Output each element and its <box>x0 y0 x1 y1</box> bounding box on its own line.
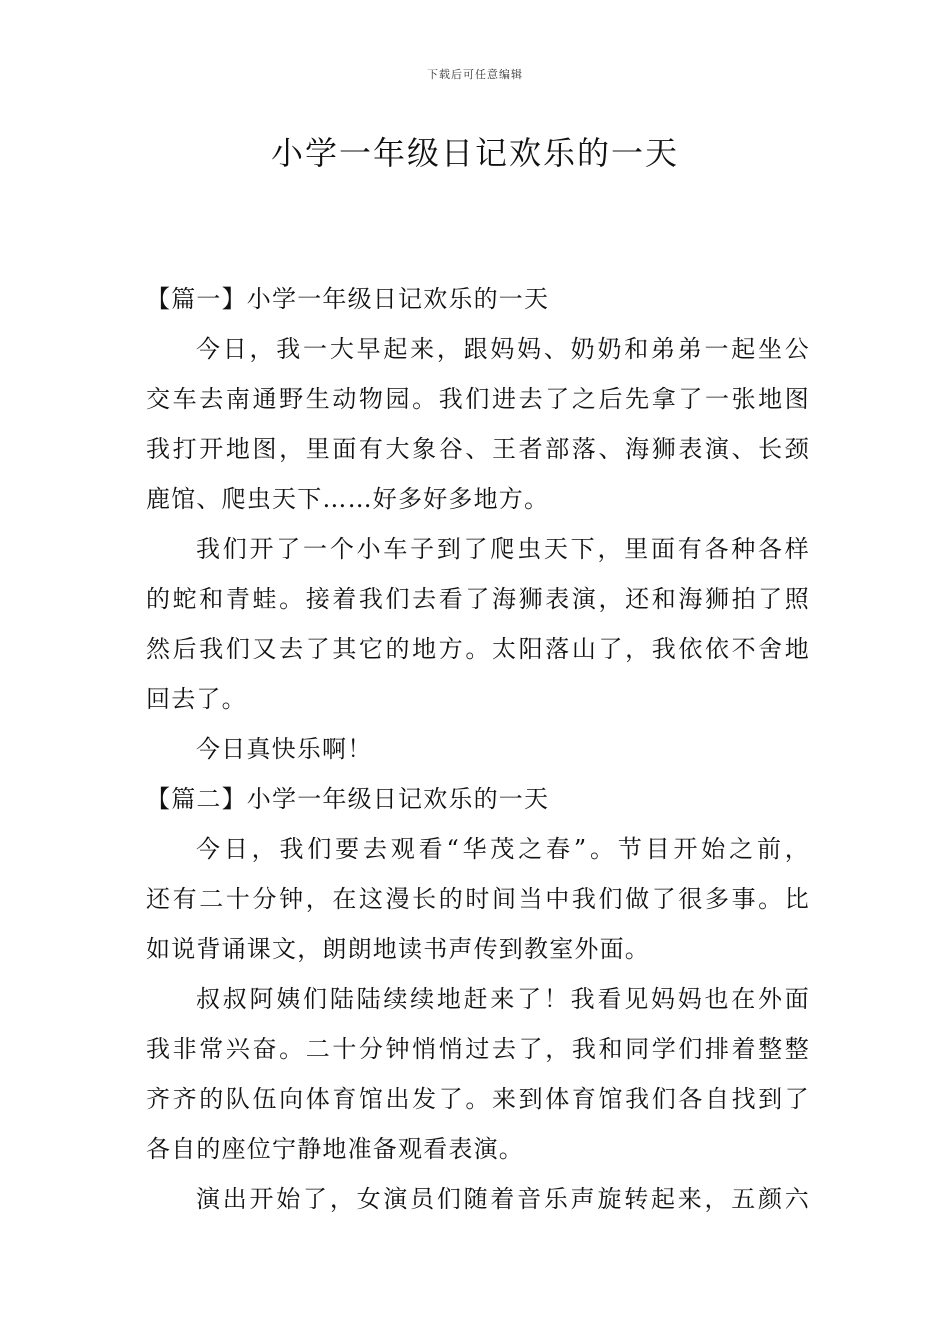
document-body <box>146 274 810 1224</box>
section-heading: 【篇一】小学一年级日记欢乐的一天 <box>146 285 550 313</box>
document-title: 小学一年级日记欢乐的一天 <box>270 134 679 172</box>
text-line: 齐齐的队伍向体育馆出发了。来到体育馆我们各自找到了 <box>146 1085 810 1113</box>
text-line: 如说背诵课文，朗朗地读书声传到教室外面。 <box>146 935 650 963</box>
text-line: 还有二十分钟，在这漫长的时间当中我们做了很多事。比 <box>146 885 810 913</box>
text-line: 叔叔阿姨们陆陆续续地赶来了！我看见妈妈也在外面 <box>196 985 810 1013</box>
text-line: 今日真快乐啊！ <box>196 735 373 763</box>
text-line: 我打开地图，里面有大象谷、王者部落、海狮表演、长颈 <box>146 435 810 463</box>
text-line: 交车去南通野生动物园。我们进去了之后先拿了一张地图 <box>146 385 810 413</box>
text-line: 演出开始了，女演员们随着音乐声旋转起来，五颜六 <box>196 1185 810 1213</box>
text-line: 今日，我一大早起来，跟妈妈、奶奶和弟弟一起坐公 <box>196 335 810 363</box>
text-line: 然后我们又去了其它的地方。太阳落山了，我依依不舍地 <box>146 635 810 663</box>
text-line: 我非常兴奋。二十分钟悄悄过去了，我和同学们排着整整 <box>146 1035 810 1063</box>
text-line: 回去了。 <box>146 685 247 713</box>
text-line: 今日，我们要去观看“华茂之春”。节目开始之前， <box>196 835 810 863</box>
text-line: 的蛇和青蛙。接着我们去看了海狮表演，还和海狮拍了照 <box>146 585 810 613</box>
text-line: 鹿馆、爬虫天下……好多好多地方。 <box>146 485 550 513</box>
text-line: 各自的座位宁静地准备观看表演。 <box>146 1135 524 1163</box>
header-note: 下载后可任意编辑 <box>427 68 523 81</box>
text-line: 我们开了一个小车子到了爬虫天下，里面有各种各样 <box>196 535 810 563</box>
section-heading: 【篇二】小学一年级日记欢乐的一天 <box>146 785 550 813</box>
